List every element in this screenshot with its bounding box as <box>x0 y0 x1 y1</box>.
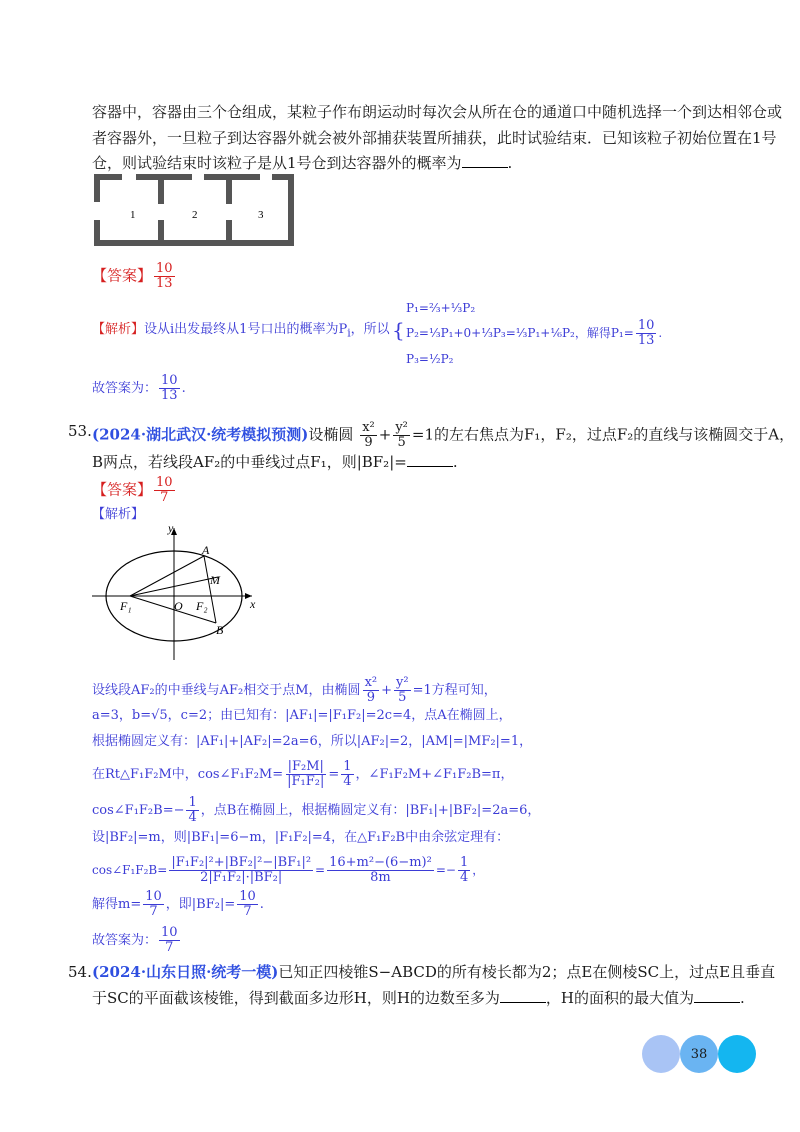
p52-answer <box>92 262 177 291</box>
p52-final: 故答案为： $\frac{10}{13}$ . <box>92 373 186 403</box>
page-number: 38 <box>680 1035 718 1073</box>
p53-s4: 在Rt△F₁F₂M中，cos∠F₁F₂M= $\frac{\text{|F₂M|}}{\text{|F₁F₂|}}$ = $\frac{1}{4}$ ，∠F₁F₂M+∠F₁F₂B=π， <box>92 759 514 789</box>
p53-s6: 设|BF₂|=m，则|BF₁|=6−m，|F₁F₂|=4，在△F₁F₂B中由余弦定理有： <box>92 830 510 845</box>
answer-fraction: $\frac{10}{13}$ <box>156 261 173 291</box>
p53-analysis-tag: 【解析】 <box>92 507 145 522</box>
ellipse-figure <box>92 522 272 662</box>
label-y: y <box>168 522 174 535</box>
p53-s8: 解得m= $\frac{10}{7}$ ，即|BF₂|= $\frac{10}{7}$ . <box>92 889 264 919</box>
answer-tag: 【答案】 <box>92 266 153 285</box>
chamber-label-1: 1 <box>130 209 136 221</box>
equation-2: P₂=⅓P₁+0+⅓P₃=⅓P₁+⅙P₂，解得P₁= $\frac{10}{13}$ . <box>406 318 663 348</box>
p53-line1: (2024·湖北武汉·统考模拟预测)设椭圆 $\frac{\text{x²}}{9}$ + $\frac{\text{y²}}{5}$ =1的左右焦点为F₁，F₂，过点F₂的直线与该椭圆交于A， <box>92 420 795 450</box>
p53-line2: B两点，若线段AF₂的中垂线过点F₁，则|BF₂|= . <box>92 453 458 471</box>
container-diagram <box>92 172 302 248</box>
answer-blank <box>407 452 453 467</box>
p53-number: 53. <box>68 422 92 440</box>
label-F1: F₁ <box>120 599 132 613</box>
p53-s2: a=3，b=√5，c=2；由已知有：|AF₁|=|F₁F₂|=2c=4，点A在椭圆上， <box>92 708 512 723</box>
p53-source: (2024·湖北武汉·统考模拟预测) <box>92 425 309 444</box>
equation-1: P₁=⅔+⅓P₂ <box>406 301 476 315</box>
p54-line2: 于SC的平面截该棱锥，得到截面多边形H，则H的边数至多为 ，H的面积的最大值为 . <box>92 989 745 1007</box>
p53-s1: 设线段AF₂的中垂线与AF₂相交于点M，由椭圆 $\frac{\text{x²}}{9}$ + $\frac{\text{y²}}{5}$ =1方程可知， <box>92 675 497 705</box>
p53-s7: cos∠F₁F₂B= $\frac{\text{|F₁F₂|²+|BF₂|²−|BF₁|²}}{\text{2|F₁F₂|·|BF₂|}}$ = $\frac{\text{16+m²−(6−m)²}}{8m}$ =− $\frac{1}{4}$ ， <box>92 855 485 885</box>
answer-blank <box>694 988 740 1003</box>
badge-circle-right <box>718 1035 756 1073</box>
analysis-tag: 【解析】 <box>92 322 145 337</box>
p54-source: (2024·山东日照·统考一模) <box>92 963 279 981</box>
p52-line3 <box>92 153 512 173</box>
label-M: M <box>210 573 220 587</box>
p52-line3-text: 仓，则试验结束时该粒子是从1号仓到达容器外的概率为 <box>92 154 462 172</box>
p54-line1: (2024·山东日照·统考一模)已知正四棱锥S−ABCD的所有棱长都为2；点E在侧棱SC上，过点E且垂直 <box>92 963 776 981</box>
chamber-label-3: 3 <box>258 209 264 221</box>
p52-period: . <box>507 154 513 172</box>
p52-line2: 者容器外，一旦粒子到达容器外就会被外部捕获装置所捕获，此时试验结束．已知该粒子初始位置在1号 <box>92 129 777 147</box>
p53-s5: cos∠F₁F₂B=− $\frac{1}{4}$ ，点B在椭圆上，根据椭圆定义有：|BF₁|+|BF₂|=2a=6， <box>92 795 541 825</box>
label-O: O <box>174 599 183 613</box>
label-A: A <box>202 543 210 557</box>
system-brace: { <box>392 318 405 342</box>
equation-system <box>406 297 662 370</box>
p53-answer: 【答案】 $\frac{10}{7}$ <box>92 475 173 505</box>
p54-number: 54. <box>68 963 92 981</box>
label-x: x <box>250 597 256 611</box>
equation-3: P₃=½P₂ <box>406 352 454 366</box>
p52-line1: 容器中，容器由三个仓组成，某粒子作布朗运动时每次会从所在仓的通道口中随机选择一个到达相邻仓或 <box>92 103 783 121</box>
answer-blank <box>500 988 546 1003</box>
p53-s9: 故答案为： $\frac{10}{7}$ <box>92 925 178 955</box>
label-F2: F₂ <box>196 599 208 613</box>
badge-circle-left <box>642 1035 680 1073</box>
label-B: B <box>216 623 224 637</box>
p53-s3: 根据椭圆定义有：|AF₁|+|AF₂|=2a=6，所以|AF₂|=2，|AM|=|MF₂|=1， <box>92 734 533 749</box>
p52-analysis: 【解析】设从i出发最终从1号口出的概率为$P_i$，所以 <box>92 322 390 340</box>
answer-blank <box>462 153 508 168</box>
chamber-label-2: 2 <box>192 209 198 221</box>
